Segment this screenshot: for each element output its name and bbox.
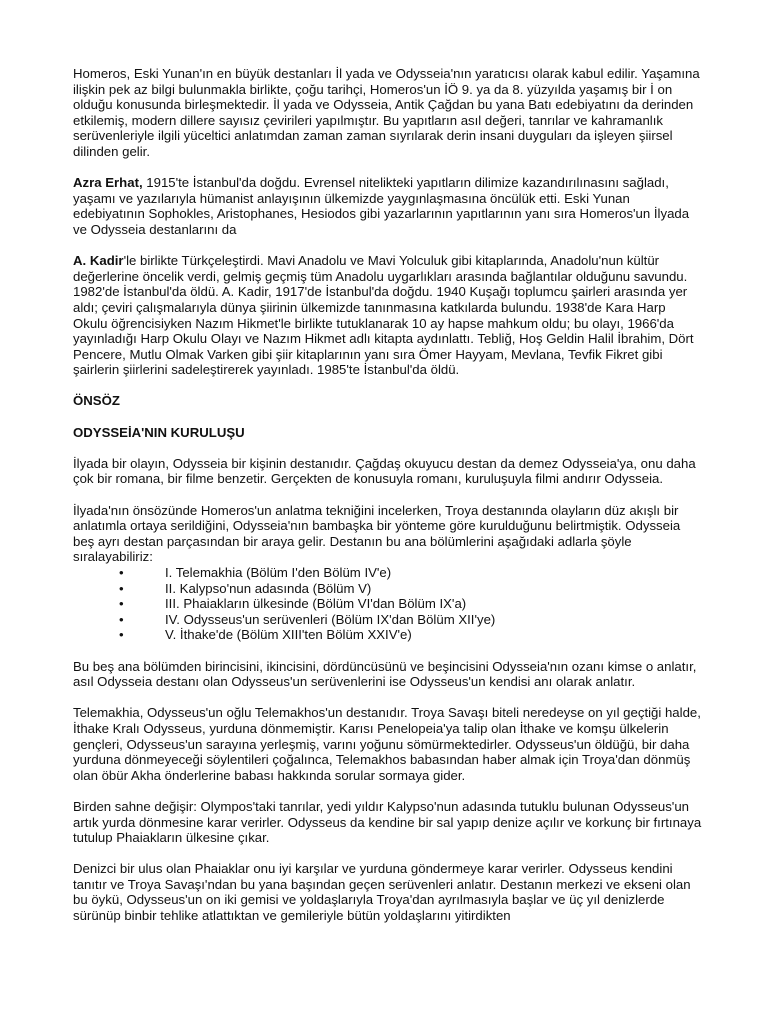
body-paragraph-3: Bu beş ana bölümden birincisini, ikincisini, dördüncüsünü ve beşincisini Odysseia'nın ozanı kimse o anlatır, asıl Odysseia destanı olan Odysseus'un serüvenlerini ise Odysseus'un kendisi anı olarak anlatır. xyxy=(73,658,697,690)
kurulus-heading: ODYSSEİA'NIN KURULUŞU xyxy=(73,424,245,440)
list-item xyxy=(73,581,703,597)
onsoz-heading: ÖNSÖZ xyxy=(73,393,120,409)
list-item xyxy=(73,596,703,612)
body-paragraph-2: İlyada'nın önsözünde Homeros'un anlatma tekniğini incelerken, Troya destanında olayların düz akışlı bir anlatımla ortaya serildiğini, Odysseia'nın bambaşka bir yönteme göre kurulduğunu belirtmiştik. Odysseia beş ayrı destan parçasından bir araya gelir. Destanın bu ana bölümlerini aşağıdaki adlarla şöyle sıralayabiliriz: xyxy=(73,502,681,565)
a-kadir-name: A. Kadir xyxy=(73,253,124,269)
list-item-text: IV. Odysseus'un serüvenleri (Bölüm IX'dan Bölüm XII'ye) xyxy=(165,611,496,627)
body-paragraph-1: İlyada bir olayın, Odysseia bir kişinin destanıdır. Çağdaş okuyucu destan da demez Odysseia'ya, onu daha çok bir romana, bir filme benzetir. Gerçekten de konusuyla romanı, kuruluşuyla filmi andırır Odysseia. xyxy=(73,455,696,487)
bullet-icon: • xyxy=(119,596,124,612)
list-item xyxy=(73,612,703,628)
list-item-text: III. Phaiakların ülkesinde (Bölüm VI'dan Bölüm IX'a) xyxy=(165,596,467,612)
bullet-icon: • xyxy=(119,611,124,627)
a-kadir-paragraph xyxy=(73,253,703,378)
list-item-text: V. İthake'de (Bölüm XIII'ten Bölüm XXIV'e) xyxy=(165,627,412,643)
list-item xyxy=(73,627,703,643)
list-item-text: II. Kalypso'nun adasında (Bölüm V) xyxy=(165,580,372,596)
list-item xyxy=(73,565,703,581)
homeros-paragraph: Homeros, Eski Yunan'ın en büyük destanları İl yada ve Odysseia'nın yaratıcısı olarak kabul edilir. Yaşamına ilişkin pek az bilgi bulunmakla birlikte, çoğu tarihçi, Homeros'un İÖ 9. ya da 8. yüzyılda yaşamış bir İ on olduğu konusunda birleşmektedir. İl yada ve Odysseia, Antik Çağdan bu yana Batı edebiyatını da derinden etkilemiş, modern dillere sayısız çevirileri yapılmıştır. Bu yapıtların asıl değeri, tanrılar ve kahramanlık serüvenleriyle ilgili yüceltici anlatımdan zaman zaman sıyrılarak derin insani duyguları da işleyen şiirsel dilinden gelir. xyxy=(73,66,700,159)
body-paragraph-6: Denizci bir ulus olan Phaiaklar onu iyi karşılar ve yurduna göndermeye karar verirler. Odysseus kendini tanıtır ve Troya Savaşı'ndan bu yana başından geçen serüvenleri anlatır. Destanın merkezi ve ekseni olan bu öykü, Odysseus'un on iki gemisi ve yoldaşlarıyla Troya'dan ayrılmasıyla başlar ve üç yıl denizlerde sürünüp binbir tehlike atlattıktan ve gemileriyle bütün yoldaşlarını yitirdikten xyxy=(73,861,691,924)
azra-erhat-paragraph xyxy=(73,175,703,237)
bullet-icon: • xyxy=(119,565,124,580)
bullet-icon: • xyxy=(119,627,124,643)
body-paragraph-4: Telemakhia, Odysseus'un oğlu Telemakhos'un destanıdır. Troya Savaşı biteli neredeyse on yıl geçtiği halde, İthake Kralı Odysseus, yurduna dönmemiştir. Karısı Penelopeia'ya talip olan İthake ve komşu ülkelerin gençleri, Odysseus'un sarayına yerleşmiş, varını yoğunu sömürmektedirler. Odysseus'un öldüğü, bir daha yurduna dönmeyeceği söylentileri çoğalınca, Telemakhos babasından haber almak için Troya'dan dönmüş olan öbür Akha önderlerine babası hakkında sorular sormaya gider. xyxy=(73,705,701,783)
a-kadir-text: 'le birlikte Türkçeleştirdi. Mavi Anadolu ve Mavi Yolculuk gibi kitaplarında, Anadolu'nun kültür değerlerine öncelik verdi, gelmiş geçmiş tüm Anadolu uygarlıkları arasında bağlantılar olduğunu savundu. 1982'de İstanbul'da öldü. A. Kadir, 1917'de İstanbul'da doğdu. 1940 Kuşağı toplumcu şairleri arasında yer aldı; çeviri çalışmalarıyla dünya şiirinin ülkemizde tanınmasına katkılarda bulundu. 1938'de Kara Harp Okulu öğrencisiyken Nazım Hikmet'le birlikte tutuklanarak 10 ay hapse mahkum oldu; bu olayı, 1966'da yayınladığı Harp Okulu Olayı ve Nazım Hikmet adlı kitapta aydınlattı. Tebliğ, Hoş Geldin Halil İbrahim, Dört Pencere, Mutlu Olmak Varken gibi şiir kitaplarının yanı sıra Ömer Hayyam, Mevlana, Tevfik Fikret gibi şairlerin şiirlerini sadeleştirerek yayınladı. 1985'te İstanbul'da öldü. xyxy=(73,253,694,378)
bullet-icon: • xyxy=(119,580,124,596)
body-paragraph-5: Birden sahne değişir: Olympos'taki tanrılar, yedi yıldır Kalypso'nun adasında tutuklu bulunan Odysseus'un artık yurda dönmesine karar verirler. Odysseus da kendine bir sal yapıp denize açılır ve korkunç bir fırtınaya tutulup Phaiakların ülkesine çıkar. xyxy=(73,798,702,846)
list-item-text: I. Telemakhia (Bölüm I'den Bölüm IV'e) xyxy=(165,565,392,580)
azra-erhat-text: 1915'te İstanbul'da doğdu. Evrensel nitelikteki yapıtların dilimize kazandırılınasını sağladı, yaşamı ve yazılarıyla hümanist anlayışının ülkemizde yaygınlaşmasına öncülük etti. Eski Yunan edebiyatının Sophokles, Aristophanes, Hesiodos gibi yazarlarının yapıtlarının yanı sıra Homeros'un İlyada ve Odysseia destanlarını da xyxy=(73,175,690,237)
azra-erhat-name: Azra Erhat, xyxy=(73,175,143,191)
parts-list xyxy=(73,565,703,643)
document-page xyxy=(73,66,703,939)
